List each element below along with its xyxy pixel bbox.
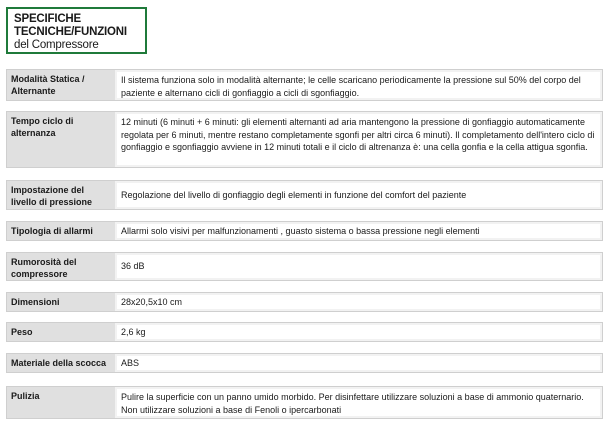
spec-value: Regolazione del livello di gonfiaggio degli elementi in funzione del comfort del paziente: [117, 183, 600, 207]
spec-value: 12 minuti (6 minuti + 6 minuti: gli elementi alternanti ad aria mantengono la pressione di gonfiaggio automaticamente regolata per 6 minuti, mentre restano completamente sgonfi per altri circa 6 minuti). Il completamento dell'intero ciclo di gonfiaggio e sgonfiaggio avviene in 12 minuti totali e il ciclo di altrenanza è: una cella gonfia e la cella attigua sgonfia.: [117, 114, 600, 165]
spec-value: Il sistema funziona solo in modalità alternante; le celle scaricano periodicamente la pressione sul 50% del corpo del paziente e alternano cicli di gonfiaggio a cicli di sgonfiaggio.: [117, 72, 600, 98]
spec-value: ABS: [117, 356, 600, 370]
title-line-1: SPECIFICHE: [14, 13, 82, 25]
spec-label: Impostazione del livello di pressione: [7, 181, 115, 209]
spec-label: Peso: [7, 323, 115, 341]
spec-label: Tempo ciclo di alternanza: [7, 112, 115, 167]
spec-row-peso: [6, 322, 603, 342]
section-title-box: [6, 7, 147, 54]
spec-row-modalita: [6, 69, 603, 101]
spec-value: 2,6 kg: [117, 325, 600, 339]
title-line-3: del Compressore: [14, 39, 99, 51]
spec-value: 28x20,5x10 cm: [117, 295, 600, 309]
spec-value: 36 dB: [117, 255, 600, 278]
spec-label: Modalità Statica / Alternante: [7, 70, 115, 100]
title-line-2: TECNICHE/FUNZIONI: [14, 26, 127, 38]
spec-row-dimensioni: [6, 292, 603, 312]
spec-row-allarmi: [6, 221, 603, 241]
spec-value: Allarmi solo visivi per malfunzionamenti , guasto sistema o bassa pressione negli elementi: [117, 224, 600, 238]
spec-row-rumorosita: [6, 252, 603, 281]
spec-value: Pulire la superficie con un panno umido morbido. Per disinfettare utilizzare soluzioni a base di ammonio quaternario. Non utilizzare soluzioni a base di Fenoli o ipercarbonati: [117, 389, 600, 416]
spec-row-tempo-ciclo: [6, 111, 603, 168]
spec-row-materiale: [6, 353, 603, 373]
spec-label: Materiale della scocca: [7, 354, 115, 372]
spec-label: Dimensioni: [7, 293, 115, 311]
spec-label: Tipologia di allarmi: [7, 222, 115, 240]
spec-label: Rumorosità del compressore: [7, 253, 115, 280]
spec-row-pressione: [6, 180, 603, 210]
spec-row-pulizia: [6, 386, 603, 419]
spec-label: Pulizia: [7, 387, 115, 418]
